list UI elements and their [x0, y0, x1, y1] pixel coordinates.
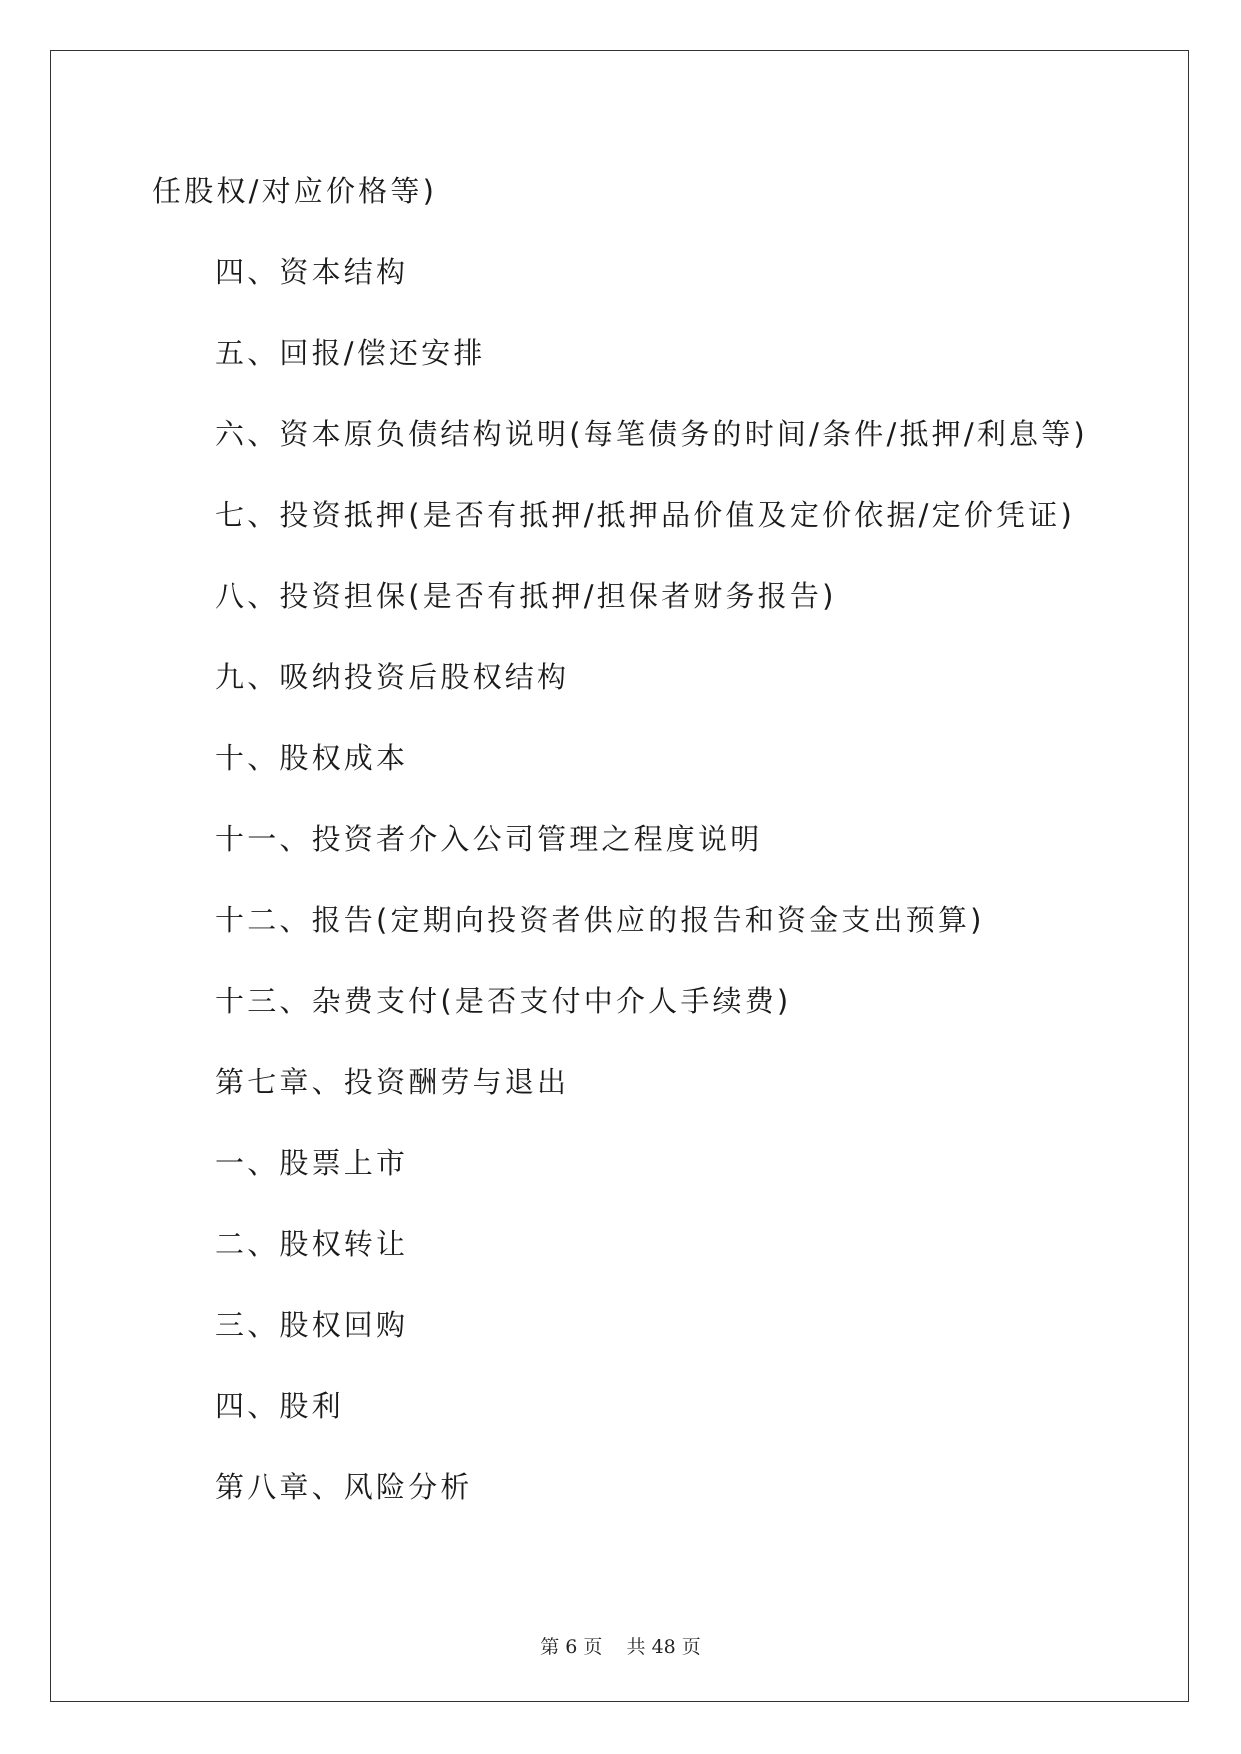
text-line-item-5: 五、回报/偿还安排 — [215, 336, 486, 370]
chapter-heading-7: 第七章、投资酬劳与退出 — [215, 1065, 570, 1099]
page-number: 第 6 页 — [540, 1636, 603, 1658]
text-line-exit-3: 三、股权回购 — [215, 1308, 409, 1342]
page-total: 共 48 页 — [626, 1636, 701, 1658]
chapter-heading-8: 第八章、风险分析 — [215, 1470, 473, 1504]
text-line-continuation: 任股权/对应价格等) — [152, 174, 438, 208]
text-line-item-12: 十二、报告(定期向投资者供应的报告和资金支出预算) — [215, 903, 985, 937]
text-line-item-6: 六、资本原负债结构说明(每笔债务的时间/条件/抵押/利息等) — [215, 417, 1088, 451]
text-line-exit-2: 二、股权转让 — [215, 1227, 409, 1261]
text-line-item-11: 十一、投资者介入公司管理之程度说明 — [215, 822, 763, 856]
text-line-item-13: 十三、杂费支付(是否支付中介人手续费) — [215, 984, 792, 1018]
text-line-item-10: 十、股权成本 — [215, 741, 409, 775]
page-border — [50, 50, 1189, 1702]
text-line-exit-1: 一、股票上市 — [215, 1146, 409, 1180]
text-line-item-8: 八、投资担保(是否有抵押/担保者财务报告) — [215, 579, 837, 613]
text-line-exit-4: 四、股利 — [215, 1389, 344, 1423]
text-line-item-4: 四、资本结构 — [215, 255, 409, 289]
text-line-item-9: 九、吸纳投资后股权结构 — [215, 660, 570, 694]
page-footer — [0, 1632, 1241, 1659]
text-line-item-7: 七、投资抵押(是否有抵押/抵押品价值及定价依据/定价凭证) — [215, 498, 1075, 532]
